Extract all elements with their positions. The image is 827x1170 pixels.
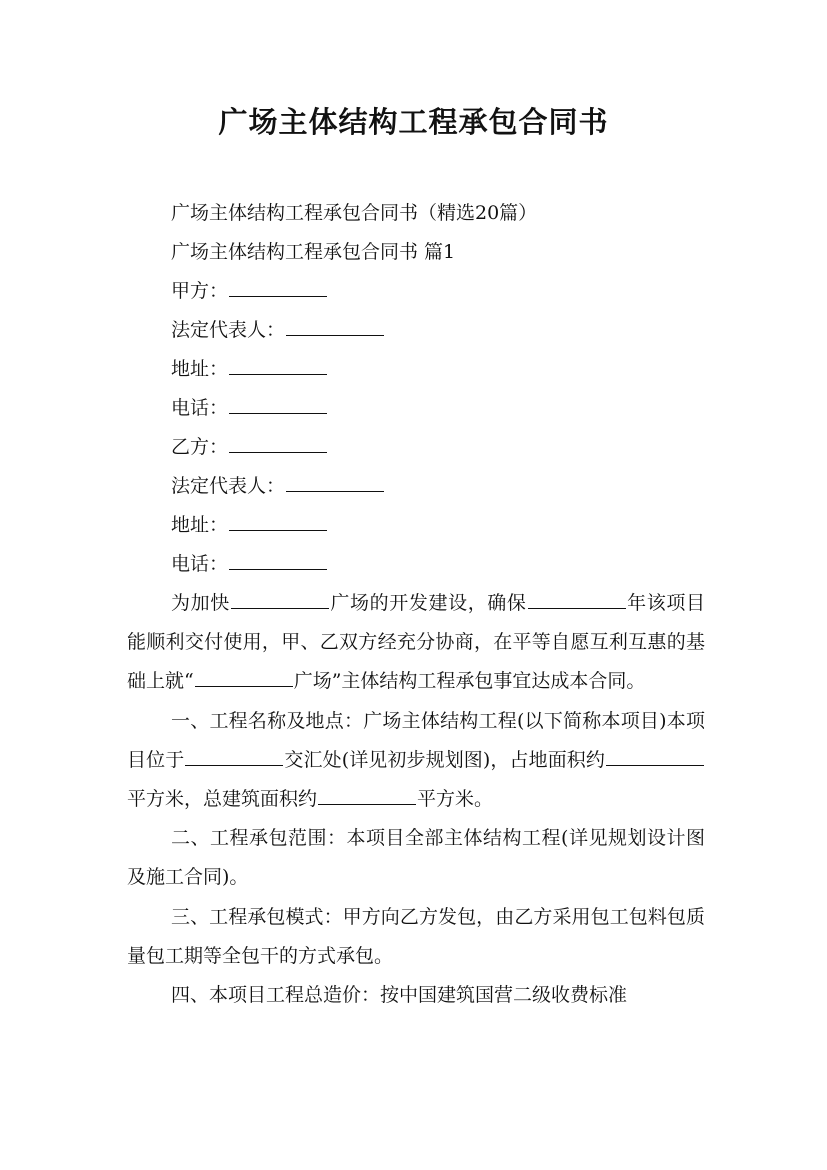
- party-a-address-field: [127, 350, 705, 389]
- party-b-phone-label: 电话：: [171, 553, 229, 575]
- chapter-heading: 广场主体结构工程承包合同书 篇1: [171, 241, 456, 263]
- blank-line: [528, 584, 626, 609]
- blank-line: [229, 272, 327, 297]
- subtitle-line: 广场主体结构工程承包合同书（精选20篇）: [171, 202, 538, 224]
- intro-part-4: 广场”主体结构工程承包事宜达成本合同。: [293, 670, 646, 693]
- blank-line: [286, 467, 384, 492]
- party-b-phone-field: [127, 545, 705, 584]
- party-b-field: [127, 428, 705, 467]
- clause-1-part-1: 一、工程名称及地点：广场主体结构工程(以下简称本项目)本项目位于: [127, 709, 705, 771]
- intro-part-1: 为加快: [171, 592, 230, 614]
- intro-paragraph: [127, 584, 705, 702]
- party-a-phone-field: [127, 389, 705, 428]
- clause-1-part-2: 交汇处(详见初步规划图)，占地面积约: [284, 748, 605, 771]
- party-b-rep-field: [127, 467, 705, 506]
- document-body: [127, 194, 705, 1015]
- intro-part-2: 广场的开发建设，确保: [329, 592, 527, 614]
- party-b-rep-label: 法定代表人：: [171, 475, 286, 497]
- party-b-address-label: 地址：: [171, 514, 229, 536]
- party-a-rep-label: 法定代表人：: [171, 319, 286, 341]
- document-title: 广场主体结构工程承包合同书: [218, 105, 609, 139]
- intro-part-3: 年该项目能顺利交付使用，甲、乙双方经充分协商，在平等自愿互利互惠的基础上就“: [127, 592, 705, 693]
- party-a-rep-field: [127, 311, 705, 350]
- clause-4-paragraph: 四、本项目工程总造价：按中国建筑国营二级收费标准: [171, 984, 628, 1007]
- clause-2-paragraph: 二、工程承包范围：本项目全部主体结构工程(详见规划设计图及施工合同)。: [127, 827, 705, 889]
- party-a-field: [127, 272, 705, 311]
- blank-line: [229, 428, 327, 453]
- clause-3-paragraph: 三、工程承包模式：甲方向乙方发包，由乙方采用包工包料包质量包工期等全包干的方式承包。: [127, 905, 705, 967]
- party-a-label: 甲方：: [171, 280, 229, 302]
- party-b-address-field: [127, 506, 705, 545]
- party-b-label: 乙方：: [171, 436, 229, 458]
- blank-line: [606, 741, 704, 766]
- blank-line: [229, 350, 327, 375]
- blank-line: [195, 662, 293, 687]
- blank-line: [229, 389, 327, 414]
- blank-line: [185, 741, 283, 766]
- blank-line: [231, 584, 329, 609]
- clause-1-part-3: 平方米，总建筑面积约: [127, 788, 318, 811]
- party-a-address-label: 地址：: [171, 358, 229, 380]
- blank-line: [229, 506, 327, 531]
- party-a-phone-label: 电话：: [171, 397, 229, 419]
- clause-1-part-4: 平方米。: [417, 788, 494, 811]
- clause-1-paragraph: [127, 702, 705, 820]
- blank-line: [229, 545, 327, 570]
- blank-line: [286, 311, 384, 336]
- blank-line: [318, 780, 416, 805]
